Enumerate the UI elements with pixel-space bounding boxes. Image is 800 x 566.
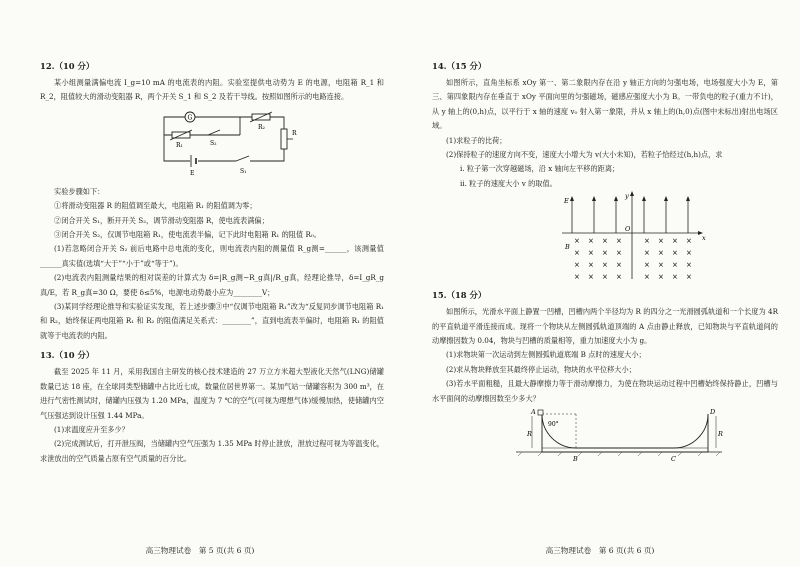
y-axis-label: y xyxy=(625,192,629,201)
q14-question-2: (2)保持粒子的速度方向不变，速度大小增大为 v(大小未知)，若粒子恰经过(h,h)点，求 xyxy=(446,150,723,160)
q15-heading: 15.（18 分） xyxy=(432,290,487,301)
magnetic-cross-mark: × xyxy=(658,249,664,258)
s2-label: S₂ xyxy=(210,139,217,147)
magnetic-cross-mark: × xyxy=(602,273,608,282)
magnetic-cross-mark: × xyxy=(588,237,594,246)
question-14 xyxy=(432,60,778,283)
q15-question-1: (1)求物块第一次运动到左侧圆弧轨道底端 B 点时的速度大小； xyxy=(446,350,646,360)
magnetic-cross-mark: × xyxy=(616,261,622,270)
s2-switch-icon xyxy=(208,130,220,135)
point-d-label: D xyxy=(710,408,716,417)
q13-question-2: (2)完成测试后，打开泄压阀，当储罐内空气压强为 1.35 MPa 时停止泄放，泄放过程可视为等温变化，求泄放出的空气质量占原有空气质量的百分比。 xyxy=(40,439,384,463)
right-page xyxy=(400,0,800,566)
q14-field-diagram xyxy=(432,191,778,283)
right-page-footer: 高三物理试卷 第 6 页(共 6 页) xyxy=(545,546,655,555)
point-b-label: B xyxy=(573,455,578,464)
q12-heading: 12.（10 分） xyxy=(40,61,95,71)
groove-track xyxy=(542,414,708,448)
b-field-label: B xyxy=(565,243,570,252)
magnetic-cross-mark: × xyxy=(602,237,608,246)
field-arrowheads xyxy=(570,196,690,201)
q14-question-1: (1)求粒子的比荷； xyxy=(446,135,507,145)
s1-label: S₁ xyxy=(240,167,247,175)
magnetic-cross-mark: × xyxy=(588,249,594,258)
magnetic-cross-mark: × xyxy=(672,273,678,282)
magnetic-cross-mark: × xyxy=(644,261,650,270)
left-page-footer: 高三物理试卷 第 5 页(共 6 页) xyxy=(145,546,255,555)
magnetic-cross-mark: × xyxy=(672,249,678,258)
point-c-label: C xyxy=(671,455,676,464)
magnetic-cross-mark: × xyxy=(672,261,678,270)
magnetic-cross-mark: × xyxy=(658,237,664,246)
magnetic-cross-mark: × xyxy=(672,237,678,246)
q15-groove-diagram xyxy=(432,406,778,464)
q12-step-2: ②闭合开关 S₁，断开开关 S₂，调节滑动变阻器 R，使电流表满偏； xyxy=(54,215,269,225)
magnetic-cross-mark: × xyxy=(602,249,608,258)
question-13 xyxy=(40,349,384,466)
q15-question-2: (2)求从物块释放至其最终停止运动，物块的水平位移大小； xyxy=(446,364,636,374)
origin-label: O xyxy=(625,225,631,234)
q13-question-1: (1)求温度应升至多少？ xyxy=(54,424,129,434)
magnetic-cross-mark: × xyxy=(588,261,594,270)
magnetic-cross-mark: × xyxy=(658,261,664,270)
r-label: R xyxy=(292,129,297,137)
x-axis-label: x xyxy=(702,234,706,243)
q13-intro: 截至 2025 年 11 月，采用我国自主研发的核心技术建造的 27 万立方米超大型液化天然气(LNG)储罐数量已达 18 座，在全球同类型储罐中占比近七成，数量位居世界第一。某加气站一储罐容积为 300 m³，在进行气密性测试时，储罐内压强为 1.20 MPa，温度为 7 ℃的空气(可视为理想气体)缓慢加热，使储罐内空气压强达到设计压强 1.44 MPa。 xyxy=(40,367,384,420)
q12-steps-title: 实验步骤如下： xyxy=(54,186,105,196)
magnetic-cross-mark: × xyxy=(574,273,580,282)
magnetic-cross-mark: × xyxy=(644,273,650,282)
point-a-label: A xyxy=(531,408,536,417)
magnetic-cross-mark: × xyxy=(686,249,692,258)
magnetic-cross-mark: × xyxy=(644,237,650,246)
q12-intro: 某小组测量满偏电流 I_g=10 mA 的电流表的内阻。实验室提供电动势为 E 的电源，电阻箱 R_1 和 R_2，阻值较大的滑动变阻器 R，两个开关 S_1 和 S_2 及若干导线。按照如图所示的电路连接。 xyxy=(40,78,384,102)
magnetic-cross-mark: × xyxy=(588,273,594,282)
q15-intro: 如图所示，光滑水平面上静置一凹槽，凹槽内两个半径均为 R 的四分之一光滑圆弧轨道和一个长度为 4R 的平直轨道平滑连接而成。现将一个物块从左侧圆弧轨道顶端的 A 点由静止释放，已知物块与平直轨道间的动摩擦因数为 0.04，物块与凹槽的质量相等，重力加速度大小为 g。 xyxy=(432,307,778,346)
q12-step-3: ③闭合开关 S₂，仅调节电阻箱 R₁，使电流表半偏，记下此时电阻箱 R₁ 的阻值 R₀。 xyxy=(54,230,321,240)
magnetic-cross-mark: × xyxy=(616,273,622,282)
magnetic-cross-mark: × xyxy=(658,273,664,282)
r1-label: R₁ xyxy=(176,141,183,149)
magnetic-cross-mark: × xyxy=(602,261,608,270)
ground-hatching xyxy=(518,452,720,456)
q12-circuit-diagram xyxy=(40,105,384,185)
q12-step-1: ①将滑动变阻器 R 的阻值调至最大，电阻箱 R₁ 的阻值调为零； xyxy=(54,201,257,211)
magnetic-cross-mark: × xyxy=(686,261,692,270)
angle-90-label: 90° xyxy=(548,421,559,429)
radius-left-label: R xyxy=(527,430,532,439)
magnetic-cross-mark: × xyxy=(686,273,692,282)
question-12 xyxy=(40,60,384,343)
q12-question-2: (2)电流表内阻测量结果的相对误差的计算式为 δ=|R_g测−R_g真|/R_g真，经理论推导，δ=I_gR_g真/E，若 R_g真=30 Ω，要使 δ≤5%，电源电动势最小应为________V； xyxy=(40,273,384,297)
q12-question-1: (1)若忽略闭合开关 S₂ 前后电路中总电流的变化，则电流表内阻的测量值 R_g测=______，该测量值______真实值(选填“大于”“小于”或“等于”)。 xyxy=(40,244,384,268)
radius-right-label: R xyxy=(718,430,723,439)
q15-question-3: (3)若水平面粗糙，且最大静摩擦力等于滑动摩擦力，为使在物块运动过程中凹槽始终保持静止，凹槽与水平面间的动摩擦因数至少多大？ xyxy=(432,379,778,403)
q14-heading: 14.（15 分） xyxy=(432,61,487,71)
groove-outline xyxy=(542,414,708,452)
q14-question-2i: ⅰ. 粒子第一次穿越磁场，沿 x 轴向左平移的距离； xyxy=(460,164,620,174)
magnetic-cross-mark: × xyxy=(616,249,622,258)
q14-intro: 如图所示，直角坐标系 xOy 第一、第二象限内存在沿 y 轴正方向的匀强电场，电场强度大小为 E，第三、第四象限内存在垂直于 xOy 平面向里的匀强磁场，磁感应强度大小为 B。一带负电的粒子(重力不计)，从 y 轴上的(0,h)点，以平行于 x 轴的速度 v₀ 射入第一象限，并从 x 轴上的(h,0)点(图中未标出)射出电场区域。 xyxy=(432,78,778,131)
q13-heading: 13.（10 分） xyxy=(40,350,95,361)
q14-question-2ii: ⅱ. 粒子的速度大小 v 的取值。 xyxy=(460,178,557,188)
question-15 xyxy=(432,289,778,464)
magnetic-cross-mark: × xyxy=(574,261,580,270)
g-label: G xyxy=(187,114,193,122)
magnetic-cross-mark: × xyxy=(616,237,622,246)
magnetic-cross-mark: × xyxy=(574,237,580,246)
e-field-label: E xyxy=(564,197,569,206)
magnetic-cross-mark: × xyxy=(686,237,692,246)
magnetic-cross-mark: × xyxy=(644,249,650,258)
e-label: E xyxy=(190,169,195,177)
block-icon xyxy=(538,410,543,415)
r2-label: R₂ xyxy=(258,123,265,131)
q12-question-3: (3)某同学经理论推导和实验证实发现，若上述步骤③中“仅调节电阻箱 R₁”改为“反复同步调节电阻箱 R₁ 和 R₂，始终保证两电阻箱 R₁ 和 R₂ 的阻值满足关系式：________”，直到电流表半偏时，电阻箱 R₁ 的阻值就等于电流表的内阻。 xyxy=(40,302,384,340)
rheostat-box xyxy=(281,129,287,149)
magnetic-field-crosses xyxy=(574,237,692,281)
magnetic-cross-mark: × xyxy=(574,249,580,258)
